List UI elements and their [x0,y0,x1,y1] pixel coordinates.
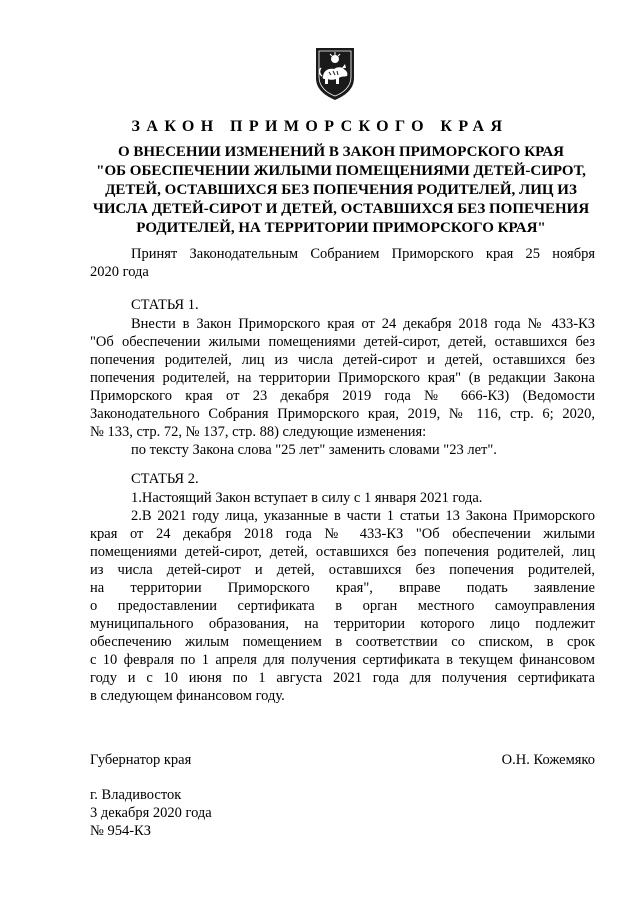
article-2-line: 2.В 2021 году лица, указанные в части 1 статьи 13 Закона Приморского [131,508,595,524]
law-title [86,143,596,238]
coat-of-arms-icon [314,46,356,101]
article-1-heading: СТАТЬЯ 1. [131,297,199,313]
signing-city: г. Владивосток [90,787,182,803]
article-2-line: помещениями детей-сирот, детей, оставшихся без попечения родителей, лиц [90,544,595,560]
article-2-line: края от 24 декабря 2018 года № 433-КЗ "Об обеспечении жилыми [90,526,595,542]
title-line: ЧИСЛА ДЕТЕЙ-СИРОТ И ДЕТЕЙ, ОСТАВШИХСЯ БЕЗ ПОПЕЧЕНИЯ [92,201,590,217]
article-2-line: о предоставлении сертификата в орган местного самоуправления [90,598,595,614]
article-1-line: Приморского края от 23 декабря 2019 года № 666-КЗ) (Ведомости [90,388,595,404]
article-1-body [90,315,595,459]
adoption-statement [90,245,595,281]
article-2-line: на территории Приморского края", вправе подать заявление [90,580,595,596]
article-2-line: муниципального образования, на территории которого лицо подлежит [90,616,595,632]
title-line: О ВНЕСЕНИИ ИЗМЕНЕНИЙ В ЗАКОН ПРИМОРСКОГО КРАЯ [118,144,564,160]
article-2-part-1: 1.Настоящий Закон вступает в силу с 1 января 2021 года. [131,490,483,506]
article-1-line: Законодательного Собрания Приморского края, 2019, № 116, стр. 6; 2020, [90,406,595,422]
article-2-body [90,489,595,705]
title-line: РОДИТЕЛЕЙ, НА ТЕРРИТОРИИ ПРИМОРСКОГО КРАЯ" [136,220,546,236]
article-1-line: "Об обеспечении жилыми помещениями детей-сирот, детей, оставшихся без [90,334,595,350]
article-2-line: из числа детей-сирот и детей, оставшихся без попечения родителей, [90,562,595,578]
adoption-line: 2020 года [90,264,149,280]
law-heading: ЗАКОН ПРИМОРСКОГО КРАЯ [131,118,509,135]
adoption-line: Принят Законодательным Собранием Приморского края 25 ноября [131,246,595,262]
article-1-line: попечения родителей, на территории Приморского края" (в редакции Закона [90,370,595,386]
document-meta [90,786,212,840]
article-1-line: № 133, стр. 72, № 137, стр. 88) следующие изменения: [90,424,427,440]
article-1-amendment: по тексту Закона слова "25 лет" заменить словами "23 лет". [131,442,497,458]
title-line: ДЕТЕЙ, ОСТАВШИХСЯ БЕЗ ПОПЕЧЕНИЯ РОДИТЕЛЕЙ, ЛИЦ ИЗ [105,182,577,198]
article-2-line: с 10 февраля по 1 апреля для получения сертификата в текущем финансовом [90,652,595,668]
article-2-line: обеспечению жилым помещением в соответствии со списком, в срок [90,634,595,650]
law-number: № 954-КЗ [90,823,151,839]
article-1-line: попечения родителей, лиц из числа детей-сирот и детей, оставшихся без [90,352,595,368]
article-2-line: году и с 10 июня по 1 августа 2021 года для получения сертификата [90,670,595,686]
article-2-line: в следующем финансовом году. [90,688,285,704]
article-1-line: Внести в Закон Приморского края от 24 декабря 2018 года № 433-КЗ [131,316,595,332]
title-line: "ОБ ОБЕСПЕЧЕНИИ ЖИЛЫМИ ПОМЕЩЕНИЯМИ ДЕТЕЙ-СИРОТ, [96,163,586,179]
signatory-position: Губернатор края [90,752,192,768]
signatory-name: О.Н. Кожемяко [501,752,595,768]
signing-date: 3 декабря 2020 года [90,805,212,821]
article-2-heading: СТАТЬЯ 2. [131,471,199,487]
